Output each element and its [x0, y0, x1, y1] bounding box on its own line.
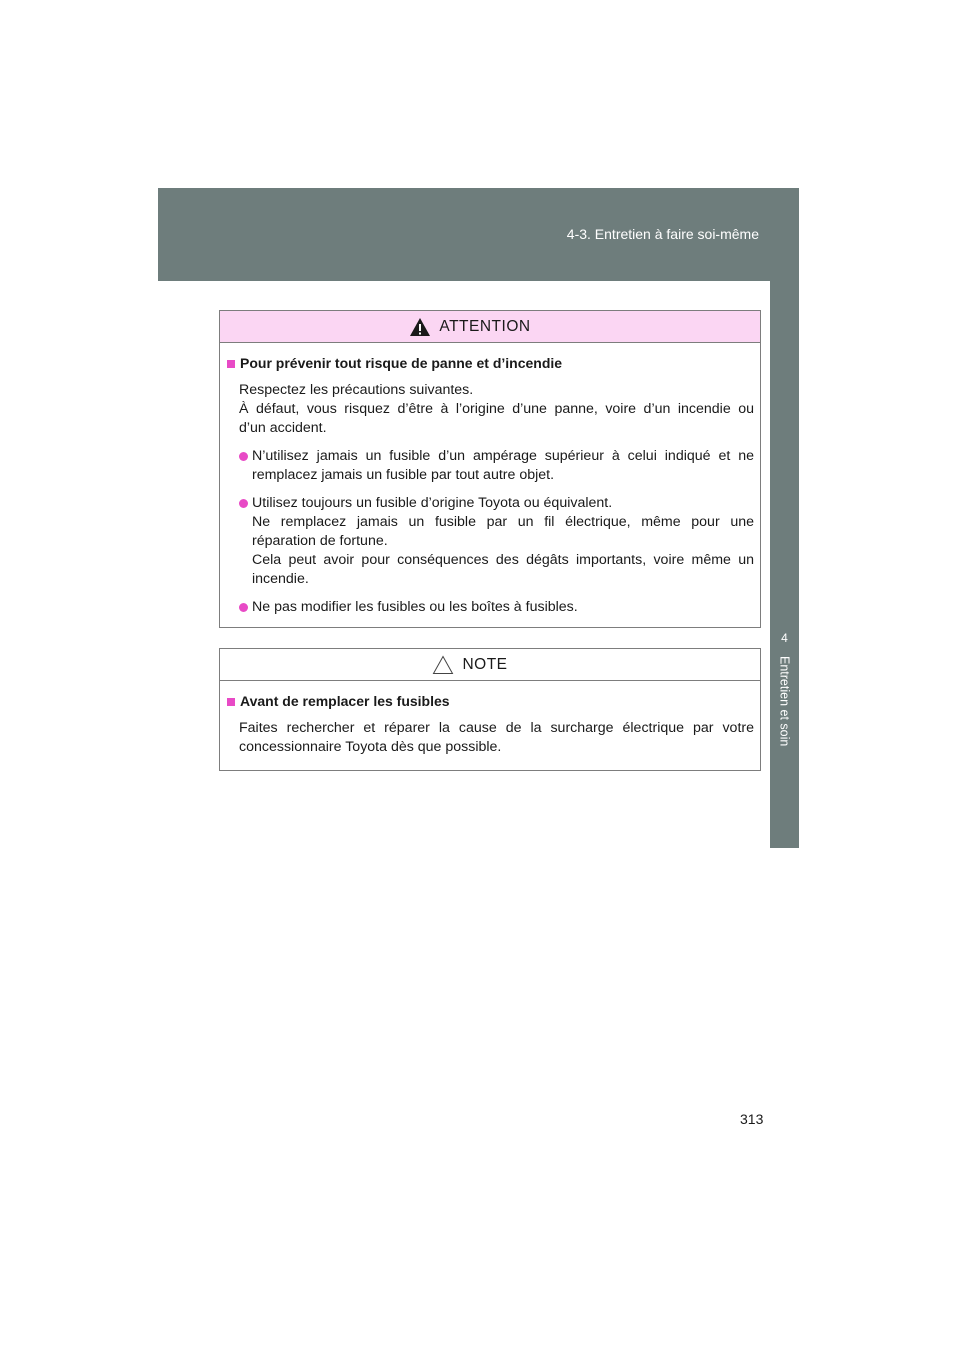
warning-intro-line: Respectez les précautions suivantes.: [239, 382, 474, 398]
note-body: [220, 681, 760, 757]
chapter-label: Entretien et soin: [777, 656, 792, 747]
warning-triangle-outline-icon: [432, 655, 454, 675]
warning-section-title: [227, 354, 754, 373]
warning-intro-line: À défaut, vous risquez d’être à l’origine d’une panne, voire d’un incendie ou: [239, 401, 754, 417]
bullet-line: réparation de fortune.: [252, 533, 388, 549]
warning-body: [220, 343, 760, 617]
warning-intro-line: d’un accident.: [239, 420, 327, 436]
warning-bullet: [227, 494, 754, 589]
note-section-title: [227, 692, 754, 711]
side-chapter-label-box: [770, 648, 799, 848]
warning-section-title-text: Pour prévenir tout risque de panne et d’incendie: [240, 355, 563, 371]
section-header-title: 4-3. Entretien à faire soi-même: [566, 226, 759, 242]
bullet-line: Ne remplacez jamais un fusible par un fil électrique, même pour une: [252, 514, 754, 530]
bullet-line: N’utilisez jamais un fusible d’un ampérage supérieur à celui indiqué et ne: [252, 448, 754, 464]
warning-box: [219, 310, 761, 628]
note-line: concessionnaire Toyota dès que possible.: [239, 739, 502, 755]
round-bullet-icon: [239, 603, 248, 612]
warning-bullet: [227, 598, 754, 617]
note-box: [219, 648, 761, 771]
header-band: [158, 188, 799, 281]
bullet-line: remplacez jamais un fusible par tout autre objet.: [252, 467, 555, 483]
square-bullet-icon: [227, 360, 235, 368]
bullet-line: Cela peut avoir pour conséquences des dégâts importants, voire même un: [252, 552, 754, 568]
note-title: NOTE: [462, 655, 508, 673]
note-section-title-text: Avant de remplacer les fusibles: [240, 693, 450, 709]
warning-intro: [227, 381, 754, 438]
bullet-line: Ne pas modifier les fusibles ou les boîtes à fusibles.: [252, 599, 578, 615]
round-bullet-icon: [239, 452, 248, 461]
square-bullet-icon: [227, 698, 235, 706]
note-line: Faites rechercher et réparer la cause de la surcharge électrique par votre: [239, 720, 754, 736]
warning-triangle-filled-icon: [409, 317, 431, 337]
note-text: [227, 719, 754, 757]
warning-box-header: [220, 311, 760, 343]
note-box-header: [220, 649, 760, 681]
warning-title: ATTENTION: [439, 317, 531, 335]
bullet-line: incendie.: [252, 571, 309, 587]
chapter-number: 4: [781, 631, 788, 645]
round-bullet-icon: [239, 499, 248, 508]
page-number: 313: [740, 1111, 764, 1127]
warning-bullet: [227, 447, 754, 485]
bullet-line: Utilisez toujours un fusible d’origine Toyota ou équivalent.: [252, 495, 613, 511]
side-chapter-tab: [770, 281, 799, 648]
